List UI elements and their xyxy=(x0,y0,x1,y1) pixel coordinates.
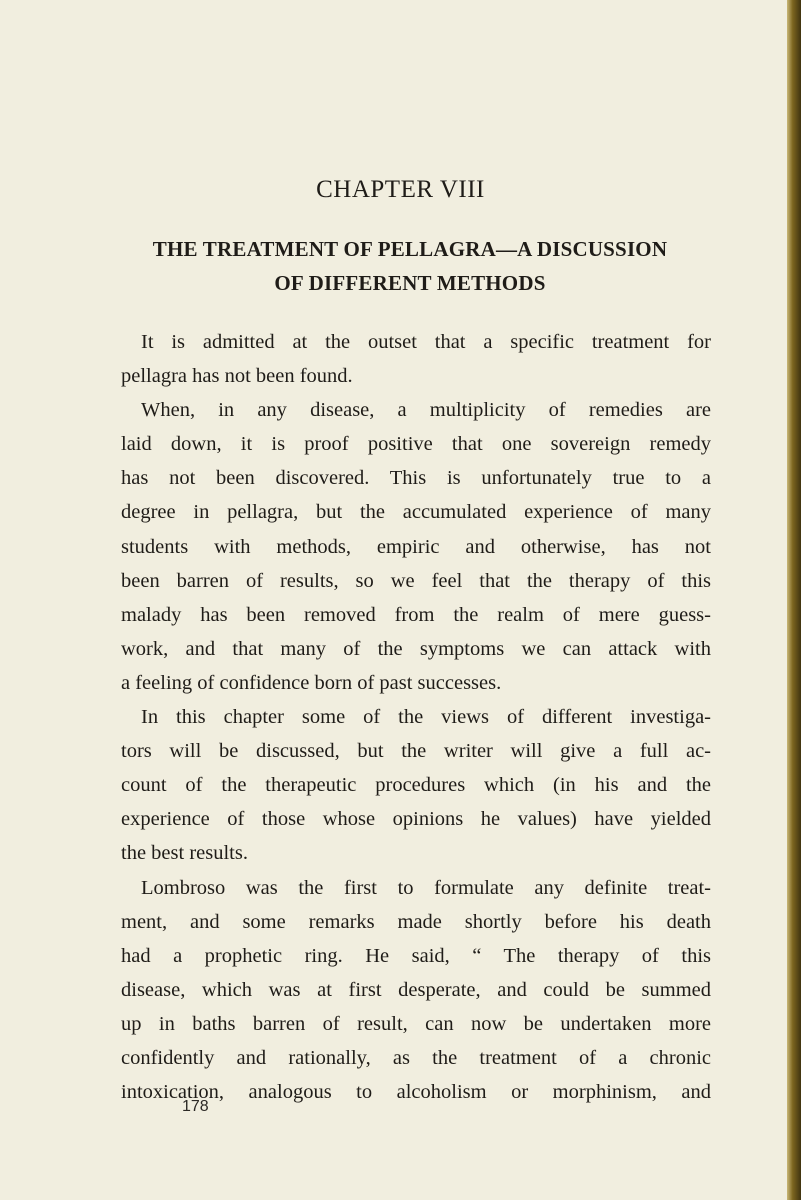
text-line: Lombroso was the first to formulate any definite treat- xyxy=(141,876,711,899)
text-line: intoxication, analogous to alcoholism or morphinism, and xyxy=(121,1081,711,1104)
text-line: tors will be discussed, but the writer will give a full ac- xyxy=(121,740,711,763)
text-line: When, in any disease, a multiplicity of remedies are xyxy=(141,399,711,422)
text-line: students with methods, empiric and otherwise, has not xyxy=(121,535,711,558)
chapter-title xyxy=(120,232,700,300)
text-line: In this chapter some of the views of different investiga- xyxy=(141,706,711,729)
text-line: experience of those whose opinions he values) have yielded xyxy=(121,808,711,831)
text-line: work, and that many of the symptoms we can attack with xyxy=(121,637,711,660)
chapter-heading: CHAPTER VIII xyxy=(316,176,485,203)
text-line: up in baths barren of result, can now be undertaken more xyxy=(121,1012,711,1035)
text-line: ment, and some remarks made shortly before his death xyxy=(121,910,711,933)
text-line: pellagra has not been found. xyxy=(121,365,353,388)
text-line: been barren of results, so we feel that the therapy of this xyxy=(121,569,711,592)
text-line: It is admitted at the outset that a specific treatment for xyxy=(141,331,711,353)
text-line: had a prophetic ring. He said, “ The therapy of this xyxy=(121,944,711,967)
text-line: count of the therapeutic procedures which (in his and the xyxy=(121,774,711,797)
text-line: disease, which was at first desperate, and could be summed xyxy=(121,978,711,1001)
chapter-title-line: THE TREATMENT OF PELLAGRA—A DISCUSSION xyxy=(152,237,668,261)
text-line: malady has been removed from the realm of mere guess- xyxy=(121,603,711,626)
text-line: laid down, it is proof positive that one sovereign remedy xyxy=(121,433,711,456)
page-number: 178 xyxy=(182,1098,209,1115)
text-line: has not been discovered. This is unfortunately true to a xyxy=(121,467,711,490)
text-line: a feeling of confidence born of past successes. xyxy=(121,671,502,694)
text-line: confidently and rationally, as the treatment of a chronic xyxy=(121,1046,711,1069)
text-line: degree in pellagra, but the accumulated experience of many xyxy=(121,501,711,524)
text-line: the best results. xyxy=(121,842,248,865)
body-text xyxy=(121,325,711,1109)
chapter-title-line: OF DIFFERENT METHODS xyxy=(274,271,546,295)
